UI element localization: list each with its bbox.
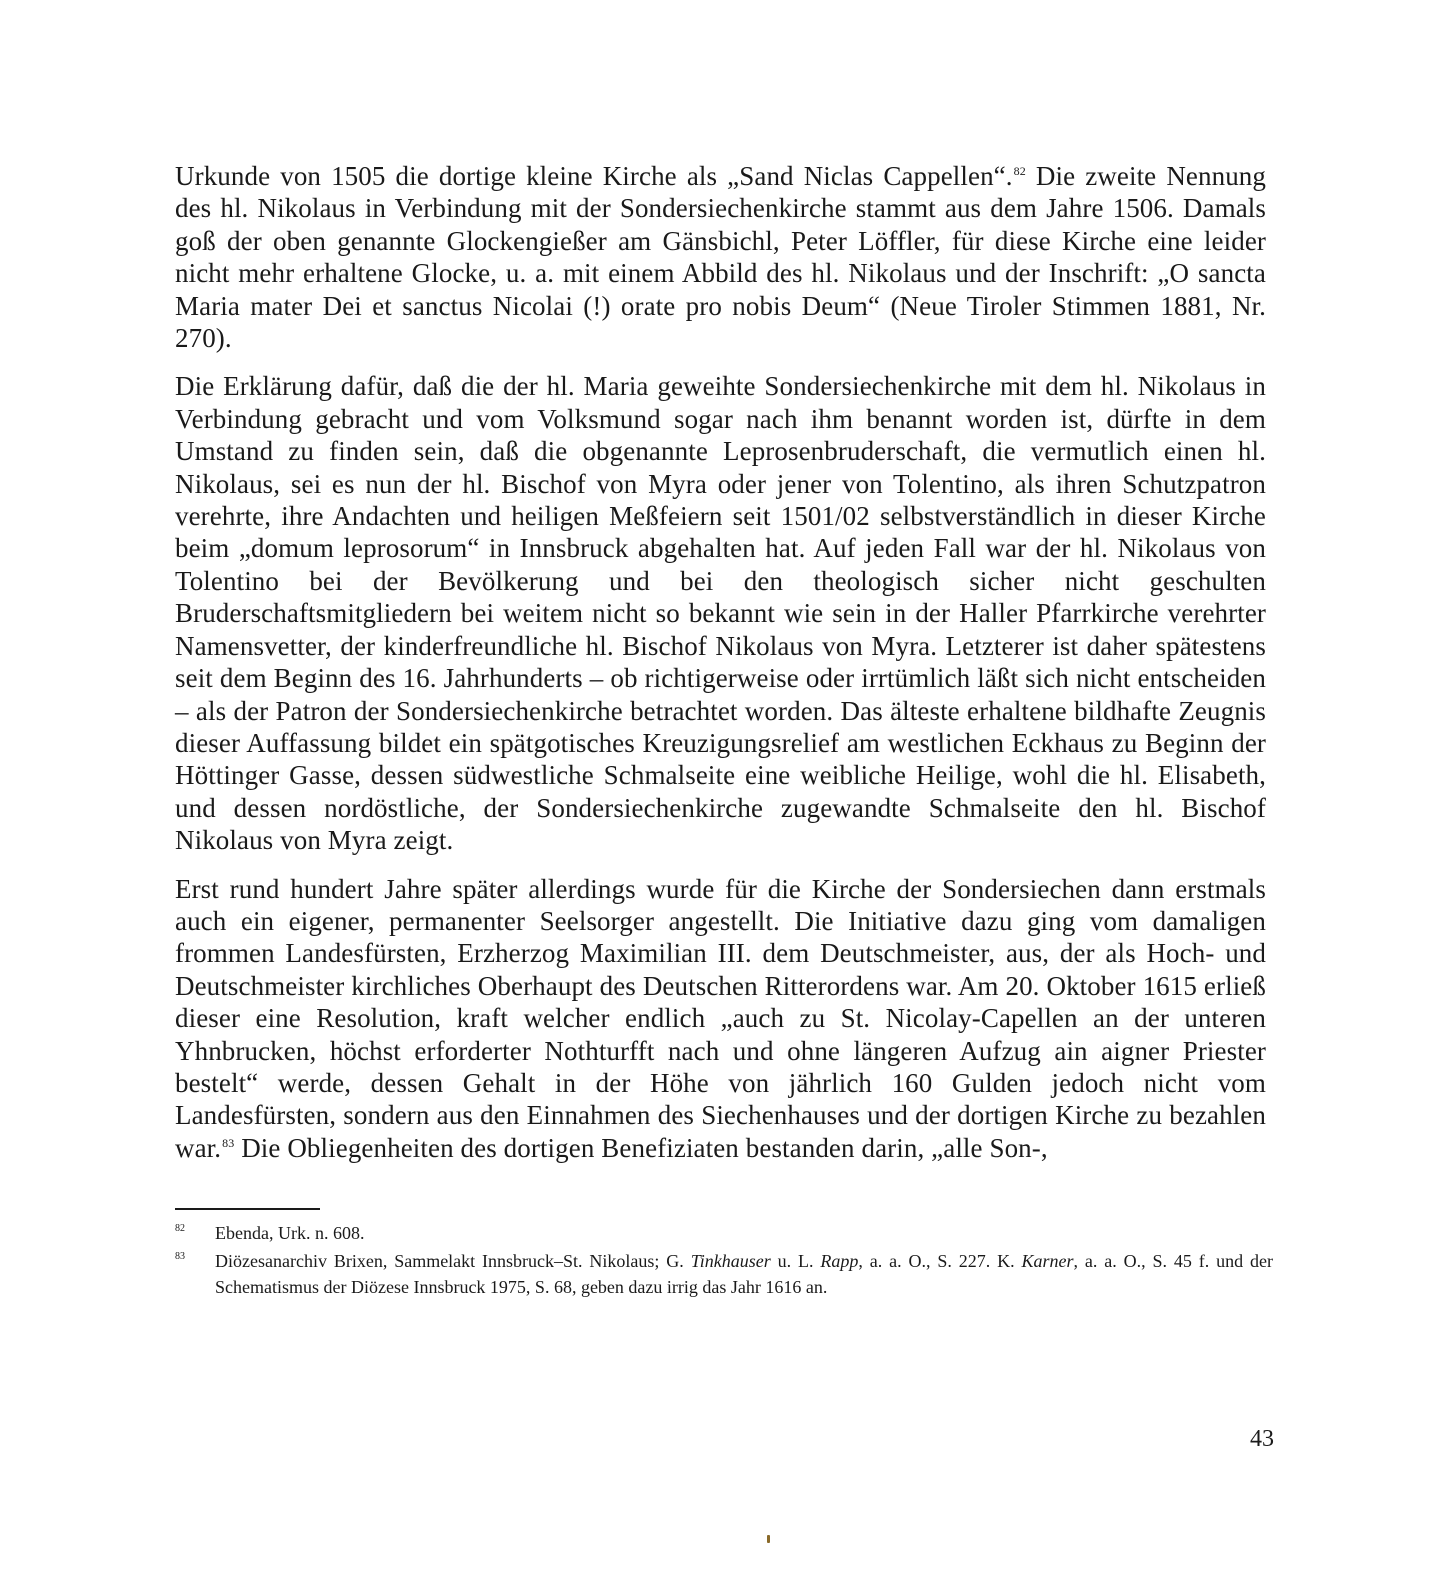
footnote-number: 82 — [175, 1223, 185, 1234]
footnote-83 — [175, 1248, 1273, 1300]
footnote-text-part: , a. a. O., S. 45 f. und der Schematismus der Diözese Innsbruck 1975, S. 68, geben dazu irrig das Jahr 1616 an. — [215, 1251, 1273, 1297]
footnotes — [175, 1220, 1273, 1302]
footnote-text-part: , a. a. O., S. 227. K. — [858, 1251, 1022, 1271]
footnote-text-part: u. L. — [770, 1251, 821, 1271]
page-number: 43 — [1250, 1426, 1274, 1452]
footnote-text — [215, 1248, 1273, 1300]
scan-speck — [767, 1535, 770, 1543]
author-name: Karner — [1021, 1251, 1074, 1271]
footnote-text: Ebenda, Urk. n. 608. — [215, 1223, 365, 1243]
paragraph-3 — [175, 873, 1266, 1165]
paragraph-1-text-a: Urkunde von 1505 die dortige kleine Kirche als „Sand Niclas Cappellen“. — [175, 161, 1013, 191]
footnote-text-part: Diözesanarchiv Brixen, Sammelakt Innsbruck–St. Nikolaus; G. — [215, 1251, 691, 1271]
footnote-82 — [175, 1220, 1273, 1246]
paragraph-3-text-b: Die Obliegenheiten des dortigen Benefiziaten bestanden darin, „alle Son-, — [234, 1132, 1048, 1163]
author-name: Tinkhauser — [690, 1251, 771, 1271]
footnote-ref-82[interactable]: 82 — [1013, 164, 1026, 178]
footnote-ref-83[interactable]: 83 — [222, 1135, 235, 1150]
paragraph-1 — [175, 160, 1266, 354]
main-text — [175, 160, 1266, 1180]
footnote-number: 83 — [175, 1251, 185, 1262]
paragraph-1-text-b: Die zweite Nennung des hl. Nikolaus in Verbindung mit der Sondersiechenkirche stammt aus dem Jahre 1506. Damals goß der oben genannte Glockengießer am Gänsbichl, Peter Löffler, für diese Kirche eine leider nicht mehr erhaltene Glocke, u. a. mit einem Abbild des hl. Nikolaus und der Inschrift: „O sancta Maria mater Dei et sanctus Nicolai (!) orate pro nobis Deum“ (Neue Tiroler Stimmen 1881, Nr. 270). — [175, 161, 1266, 354]
paragraph-2: Die Erklärung dafür, daß die der hl. Maria geweihte Sondersiechenkirche mit dem hl. Nikolaus in Verbindung gebracht und vom Volksmund sogar nach ihm benannt worden ist, dürfte in dem Umstand zu finden sein, daß die obgenannte Leprosenbruderschaft, die vermutlich einen hl. Nikolaus, sei es nun der hl. Bischof von Myra oder jener von Tolentino, als ihren Schutzpatron verehrte, ihre Andachten und heiligen Meßfeiern seit 1501/02 selbstverständlich in dieser Kirche beim „domum leprosorum“ in Innsbruck abgehalten hat. Auf jeden Fall war der hl. Nikolaus von Tolentino bei der Bevölkerung und bei den theologisch sicher nicht geschulten Bruderschaftsmitgliedern bei weitem nicht so bekannt wie sein in der Haller Pfarrkirche verehrter Namensvetter, der kinderfreundliche hl. Bischof Nikolaus von Myra. Letzterer ist daher spätestens seit dem Beginn des 16. Jahrhunderts – ob richtigerweise oder irrtümlich läßt sich nicht entscheiden – als der Patron der Sondersiechenkirche betrachtet worden. Das älteste erhaltene bildhafte Zeugnis dieser Auffassung bildet ein spätgotisches Kreuzigungsrelief am westlichen Eckhaus zu Beginn der Höttinger Gasse, dessen südwestliche Schmalseite eine weibliche Heilige, wohl die hl. Elisabeth, und dessen nordöstliche, der Sondersiechenkirche zugewandte Schmalseite den hl. Bischof Nikolaus von Myra zeigt. — [175, 371, 1266, 856]
footnote-separator — [175, 1208, 320, 1210]
paragraph-3-text-a: Erst rund hundert Jahre später allerdings wurde für die Kirche der Sondersiechen dann erstmals auch ein eigener, permanenter Seelsorger angestellt. Die Initiative dazu ging vom damaligen frommen Landesfürsten, Erzherzog Maximilian III. dem Deutschmeister, aus, der als Hoch- und Deutschmeister kirchliches Oberhaupt des Deutschen Ritterordens war. Am 20. Oktober 1615 erließ dieser eine Resolution, kraft welcher endlich „auch zu St. Nicolay-Capellen an der unteren Yhnbrucken, höchst erforderter Nothturfft nach und ohne längeren Aufzug ain aigner Priester bestelt“ werde, dessen Gehalt in der Höhe von jährlich 160 Gulden jedoch nicht vom Landesfürsten, sondern aus den Einnahmen des Siechenhauses und der dortigen Kirche zu bezahlen war. — [175, 873, 1266, 1163]
author-name: Rapp — [820, 1251, 859, 1271]
